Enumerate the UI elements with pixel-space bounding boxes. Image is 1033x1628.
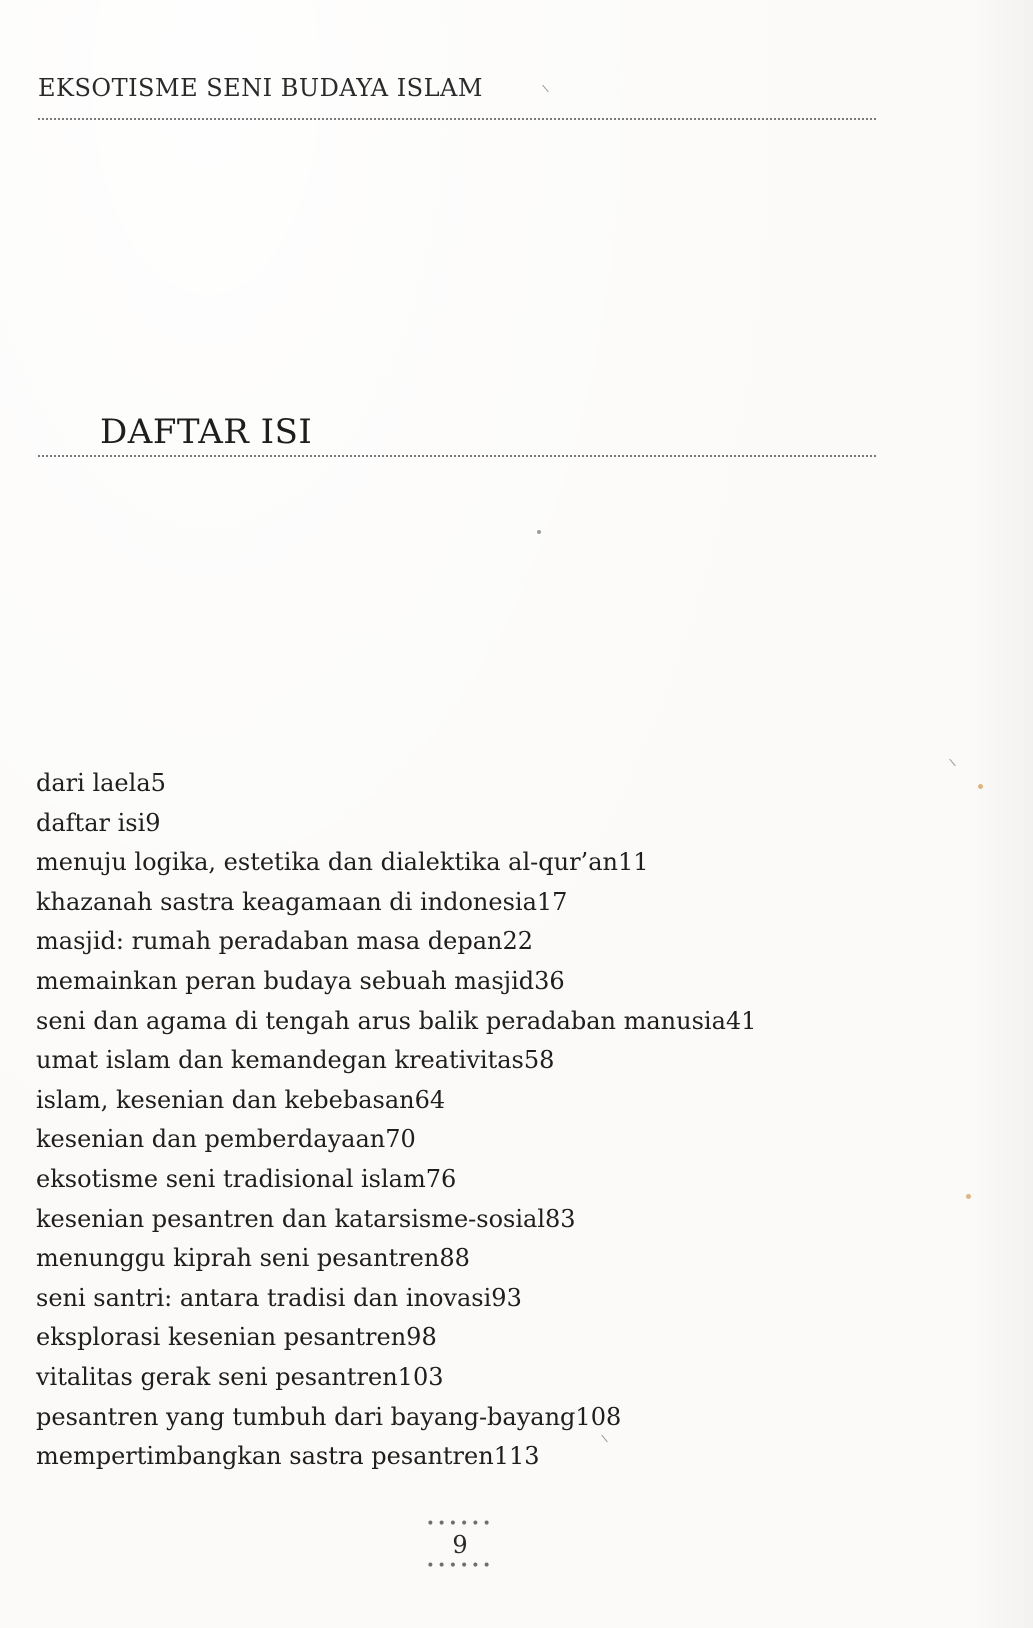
toc-entry-page: 9: [145, 808, 161, 837]
toc-entry-title: dari laela: [36, 769, 151, 797]
toc-entry: [36, 922, 856, 962]
page-number-block: [420, 1518, 500, 1572]
toc-entry: [36, 1120, 856, 1160]
dot-ornament-bottom: ••••••: [426, 1558, 494, 1574]
toc-entry: [36, 1002, 856, 1042]
toc-entry-title: vitalitas gerak seni pesantren: [36, 1362, 398, 1391]
toc-entry-title: menunggu kiprah seni pesantren: [36, 1244, 440, 1273]
toc-entry-page: 17: [536, 887, 568, 916]
toc-entry-page: 36: [534, 966, 565, 995]
toc-entry-title: masjid: rumah peradaban masa depan: [36, 927, 503, 956]
toc-entry-title: kesenian pesantren dan katarsisme-sosial: [36, 1204, 546, 1233]
toc-entry: [36, 804, 856, 844]
page-number: 9: [452, 1531, 468, 1559]
toc-entry-page: 83: [545, 1204, 576, 1233]
toc-entry-title: eksplorasi kesenian pesantren: [36, 1323, 407, 1352]
toc-entry-page: 113: [493, 1442, 540, 1471]
table-of-contents: [36, 764, 856, 1477]
toc-entry-page: 88: [439, 1244, 470, 1273]
toc-entry-title: daftar isi: [36, 808, 146, 837]
toc-entry: [36, 1279, 856, 1319]
toc-entry-title: eksotisme seni tradisional islam: [36, 1164, 426, 1193]
toc-entry: [36, 1081, 856, 1121]
toc-entry-title: khazanah sastra keagamaan di indonesia: [36, 887, 537, 916]
toc-entry-page: 108: [575, 1402, 622, 1431]
toc-entry-page: 5: [150, 769, 166, 797]
toc-entry-title: memainkan peran budaya sebuah masjid: [36, 966, 535, 995]
paper-speck: [966, 1194, 971, 1199]
toc-entry-page: 22: [502, 927, 533, 956]
toc-entry-page: 11: [617, 848, 649, 877]
toc-entry-page: 93: [491, 1283, 522, 1312]
toc-entry: [36, 1437, 856, 1477]
toc-entry: [36, 843, 856, 883]
toc-entry-title: seni dan agama di tengah arus balik peradaban manusia: [36, 1006, 726, 1035]
toc-entry-title: kesenian dan pemberdayaan: [36, 1125, 386, 1154]
toc-entry-page: 64: [414, 1085, 446, 1114]
toc-entry: [36, 1318, 856, 1358]
toc-entry-page: 76: [425, 1164, 457, 1193]
dot-ornament-top: ••••••: [426, 1516, 494, 1532]
toc-entry-page: 70: [385, 1125, 416, 1154]
toc-entry-title: islam, kesenian dan kebebasan: [36, 1085, 415, 1114]
section-dotted-rule: [38, 455, 876, 457]
toc-entry: [36, 1160, 856, 1200]
toc-entry: [36, 1358, 856, 1398]
toc-entry: [36, 1200, 856, 1240]
toc-entry-page: 98: [406, 1323, 437, 1352]
toc-entry: [36, 883, 856, 923]
toc-entry-title: seni santri: antara tradisi dan inovasi: [36, 1283, 492, 1312]
toc-entry: [36, 1041, 856, 1081]
toc-entry: [36, 962, 856, 1002]
section-title: DAFTAR ISI: [100, 412, 313, 452]
toc-entry-title: menuju logika, estetika dan dialektika al-qur’an: [36, 848, 618, 877]
header-dotted-rule: [38, 118, 876, 120]
running-header: EKSOTISME SENI BUDAYA ISLAM: [38, 74, 483, 102]
toc-entry-title: mempertimbangkan sastra pesantren: [36, 1442, 494, 1471]
paper-speck: [978, 784, 983, 789]
toc-entry: [36, 1398, 856, 1438]
toc-entry-page: 103: [397, 1362, 444, 1391]
paper-speck: [537, 530, 541, 534]
toc-entry-page: 41: [725, 1006, 757, 1035]
toc-entry: [36, 1239, 856, 1279]
toc-entry-title: umat islam dan kemandegan kreativitas: [36, 1046, 524, 1075]
toc-entry-title: pesantren yang tumbuh dari bayang-bayang: [36, 1402, 576, 1431]
paper-mark: [949, 759, 956, 767]
paper-mark: [542, 85, 549, 93]
toc-entry-page: 58: [523, 1046, 555, 1075]
toc-entry: [36, 764, 856, 804]
